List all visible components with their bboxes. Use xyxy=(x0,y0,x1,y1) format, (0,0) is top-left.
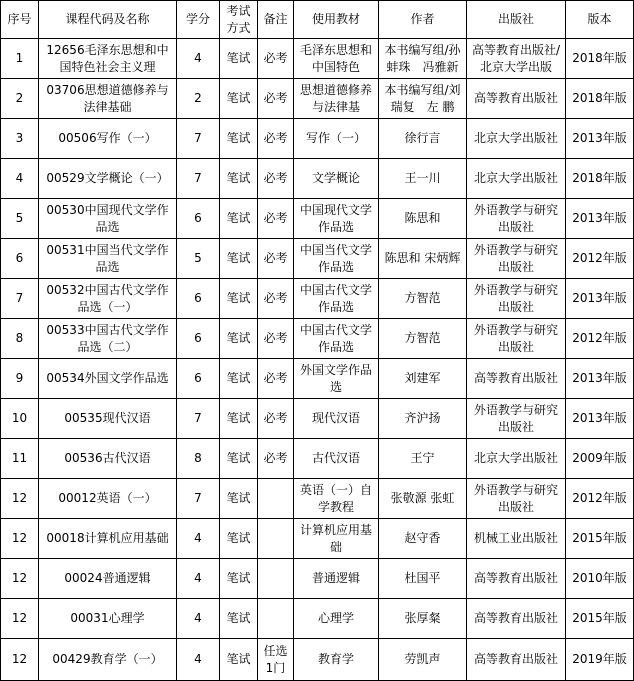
cell-credit: 4 xyxy=(177,639,220,681)
cell-publisher: 高等教育出版社 xyxy=(467,79,566,119)
cell-credit: 2 xyxy=(177,79,220,119)
cell-author: 徐行言 xyxy=(379,119,467,159)
cell-credit: 7 xyxy=(177,119,220,159)
cell-course: 00534外国文学作品选 xyxy=(39,359,177,399)
cell-course: 00012英语（一） xyxy=(39,479,177,519)
cell-edition: 2018年版 xyxy=(566,79,634,119)
cell-course: 12656毛泽东思想和中国特色社会主义理 xyxy=(39,39,177,79)
cell-publisher: 外语教学与研究出版社 xyxy=(467,199,566,239)
cell-no: 11 xyxy=(1,439,39,479)
cell-method: 笔试 xyxy=(220,439,258,479)
cell-textbook: 写作（一） xyxy=(294,119,379,159)
cell-method: 笔试 xyxy=(220,559,258,599)
table-row xyxy=(1,39,634,79)
cell-publisher: 高等教育出版社/北京大学出版 xyxy=(467,39,566,79)
cell-method: 笔试 xyxy=(220,359,258,399)
cell-edition: 2015年版 xyxy=(566,599,634,639)
cell-credit: 8 xyxy=(177,439,220,479)
cell-note: 必考 xyxy=(258,79,294,119)
cell-publisher: 高等教育出版社 xyxy=(467,639,566,681)
cell-publisher: 机械工业出版社 xyxy=(467,519,566,559)
cell-no: 1 xyxy=(1,39,39,79)
cell-no: 6 xyxy=(1,239,39,279)
cell-method: 笔试 xyxy=(220,199,258,239)
cell-publisher: 北京大学出版社 xyxy=(467,159,566,199)
cell-no: 12 xyxy=(1,519,39,559)
header-method: 考试方式 xyxy=(220,1,258,39)
cell-credit: 7 xyxy=(177,399,220,439)
cell-edition: 2012年版 xyxy=(566,479,634,519)
table-row xyxy=(1,119,634,159)
cell-textbook: 普通逻辑 xyxy=(294,559,379,599)
table-row xyxy=(1,279,634,319)
cell-author: 本书编写组/孙蚌珠 冯雅新 xyxy=(379,39,467,79)
table-row xyxy=(1,319,634,359)
cell-edition: 2018年版 xyxy=(566,39,634,79)
cell-method: 笔试 xyxy=(220,479,258,519)
cell-author: 陈思和 xyxy=(379,199,467,239)
cell-note xyxy=(258,519,294,559)
cell-textbook: 古代汉语 xyxy=(294,439,379,479)
cell-method: 笔试 xyxy=(220,399,258,439)
cell-note: 必考 xyxy=(258,279,294,319)
cell-method: 笔试 xyxy=(220,239,258,279)
cell-course: 00536古代汉语 xyxy=(39,439,177,479)
cell-credit: 6 xyxy=(177,359,220,399)
table-row xyxy=(1,199,634,239)
cell-author: 杜国平 xyxy=(379,559,467,599)
cell-edition: 2013年版 xyxy=(566,199,634,239)
cell-no: 2 xyxy=(1,79,39,119)
cell-method: 笔试 xyxy=(220,639,258,681)
cell-textbook: 计算机应用基础 xyxy=(294,519,379,559)
cell-credit: 5 xyxy=(177,239,220,279)
table-row xyxy=(1,359,634,399)
cell-publisher: 北京大学出版社 xyxy=(467,119,566,159)
cell-credit: 4 xyxy=(177,599,220,639)
table-row xyxy=(1,159,634,199)
cell-author: 齐沪扬 xyxy=(379,399,467,439)
header-author: 作者 xyxy=(379,1,467,39)
cell-author: 刘建军 xyxy=(379,359,467,399)
header-row xyxy=(1,1,634,39)
cell-author: 陈思和 宋炳辉 xyxy=(379,239,467,279)
cell-course: 00018计算机应用基础 xyxy=(39,519,177,559)
cell-textbook: 心理学 xyxy=(294,599,379,639)
table-row xyxy=(1,599,634,639)
cell-edition: 2019年版 xyxy=(566,639,634,681)
cell-method: 笔试 xyxy=(220,159,258,199)
cell-edition: 2013年版 xyxy=(566,359,634,399)
header-course: 课程代码及名称 xyxy=(39,1,177,39)
header-textbook: 使用教材 xyxy=(294,1,379,39)
cell-publisher: 外语教学与研究出版社 xyxy=(467,399,566,439)
cell-no: 5 xyxy=(1,199,39,239)
cell-publisher: 高等教育出版社 xyxy=(467,559,566,599)
cell-edition: 2009年版 xyxy=(566,439,634,479)
cell-method: 笔试 xyxy=(220,119,258,159)
table-row xyxy=(1,239,634,279)
cell-textbook: 中国古代文学作品选 xyxy=(294,319,379,359)
cell-method: 笔试 xyxy=(220,39,258,79)
cell-method: 笔试 xyxy=(220,519,258,559)
table-row xyxy=(1,399,634,439)
cell-edition: 2015年版 xyxy=(566,519,634,559)
cell-course: 00031心理学 xyxy=(39,599,177,639)
header-note: 备注 xyxy=(258,1,294,39)
cell-note xyxy=(258,479,294,519)
cell-note: 必考 xyxy=(258,159,294,199)
cell-credit: 4 xyxy=(177,39,220,79)
cell-method: 笔试 xyxy=(220,319,258,359)
cell-author: 张厚粲 xyxy=(379,599,467,639)
cell-textbook: 文学概论 xyxy=(294,159,379,199)
cell-method: 笔试 xyxy=(220,79,258,119)
cell-course: 00429教育学（一） xyxy=(39,639,177,681)
cell-edition: 2013年版 xyxy=(566,279,634,319)
cell-author: 赵守香 xyxy=(379,519,467,559)
cell-course: 00506写作（一） xyxy=(39,119,177,159)
header-edition: 版本 xyxy=(566,1,634,39)
header-no: 序号 xyxy=(1,1,39,39)
cell-note: 必考 xyxy=(258,199,294,239)
header-credit: 学分 xyxy=(177,1,220,39)
cell-note: 必考 xyxy=(258,39,294,79)
cell-textbook: 外国文学作品选 xyxy=(294,359,379,399)
cell-credit: 6 xyxy=(177,279,220,319)
cell-note: 必考 xyxy=(258,239,294,279)
cell-author: 方智范 xyxy=(379,279,467,319)
cell-course: 00535现代汉语 xyxy=(39,399,177,439)
cell-no: 12 xyxy=(1,639,39,681)
table-row xyxy=(1,479,634,519)
cell-textbook: 教育学 xyxy=(294,639,379,681)
cell-no: 10 xyxy=(1,399,39,439)
cell-publisher: 高等教育出版社 xyxy=(467,359,566,399)
cell-publisher: 外语教学与研究出版社 xyxy=(467,239,566,279)
cell-credit: 7 xyxy=(177,479,220,519)
cell-no: 12 xyxy=(1,559,39,599)
cell-course: 00533中国古代文学作品选（二） xyxy=(39,319,177,359)
cell-note: 必考 xyxy=(258,399,294,439)
cell-textbook: 英语（一）自学教程 xyxy=(294,479,379,519)
cell-author: 王一川 xyxy=(379,159,467,199)
cell-no: 3 xyxy=(1,119,39,159)
cell-credit: 7 xyxy=(177,159,220,199)
cell-method: 笔试 xyxy=(220,599,258,639)
cell-no: 4 xyxy=(1,159,39,199)
cell-textbook: 现代汉语 xyxy=(294,399,379,439)
cell-edition: 2012年版 xyxy=(566,319,634,359)
cell-method: 笔试 xyxy=(220,279,258,319)
table-body xyxy=(1,39,634,681)
cell-note: 必考 xyxy=(258,359,294,399)
table-header xyxy=(1,1,634,39)
table-row xyxy=(1,519,634,559)
cell-author: 本书编写组/刘瑞复 左 鹏 xyxy=(379,79,467,119)
cell-edition: 2013年版 xyxy=(566,399,634,439)
cell-course: 00024普通逻辑 xyxy=(39,559,177,599)
cell-course: 00530中国现代文学作品选 xyxy=(39,199,177,239)
cell-textbook: 中国古代文学作品选 xyxy=(294,279,379,319)
cell-author: 方智范 xyxy=(379,319,467,359)
cell-no: 12 xyxy=(1,599,39,639)
cell-author: 王宁 xyxy=(379,439,467,479)
cell-edition: 2013年版 xyxy=(566,119,634,159)
cell-note: 必考 xyxy=(258,119,294,159)
cell-publisher: 外语教学与研究出版社 xyxy=(467,279,566,319)
cell-publisher: 高等教育出版社 xyxy=(467,599,566,639)
cell-edition: 2018年版 xyxy=(566,159,634,199)
cell-author: 张敬源 张虹 xyxy=(379,479,467,519)
cell-no: 12 xyxy=(1,479,39,519)
cell-publisher: 外语教学与研究出版社 xyxy=(467,479,566,519)
cell-credit: 6 xyxy=(177,199,220,239)
table-row xyxy=(1,559,634,599)
cell-credit: 4 xyxy=(177,519,220,559)
cell-textbook: 中国现代文学作品选 xyxy=(294,199,379,239)
cell-publisher: 北京大学出版社 xyxy=(467,439,566,479)
cell-credit: 6 xyxy=(177,319,220,359)
cell-publisher: 外语教学与研究出版社 xyxy=(467,319,566,359)
header-publisher: 出版社 xyxy=(467,1,566,39)
cell-note: 必考 xyxy=(258,439,294,479)
cell-note: 必考 xyxy=(258,319,294,359)
table-row xyxy=(1,439,634,479)
cell-edition: 2010年版 xyxy=(566,559,634,599)
cell-credit: 4 xyxy=(177,559,220,599)
cell-no: 8 xyxy=(1,319,39,359)
cell-textbook: 毛泽东思想和中国特色 xyxy=(294,39,379,79)
cell-course: 00532中国古代文学作品选（一） xyxy=(39,279,177,319)
cell-no: 7 xyxy=(1,279,39,319)
cell-author: 劳凯声 xyxy=(379,639,467,681)
cell-note: 任选1门 xyxy=(258,639,294,681)
cell-course: 03706思想道德修养与法律基础 xyxy=(39,79,177,119)
cell-textbook: 中国当代文学作品选 xyxy=(294,239,379,279)
cell-course: 00529文学概论（一） xyxy=(39,159,177,199)
cell-note xyxy=(258,599,294,639)
cell-course: 00531中国当代文学作品选 xyxy=(39,239,177,279)
cell-no: 9 xyxy=(1,359,39,399)
table-row xyxy=(1,639,634,681)
cell-textbook: 思想道德修养与法律基 xyxy=(294,79,379,119)
table-row xyxy=(1,79,634,119)
cell-note xyxy=(258,559,294,599)
cell-edition: 2012年版 xyxy=(566,239,634,279)
